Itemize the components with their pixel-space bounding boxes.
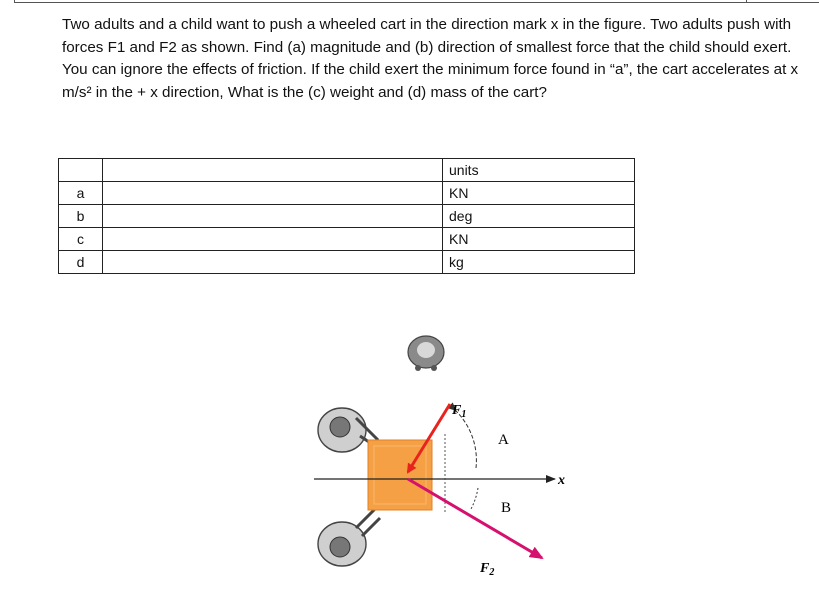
child-figure <box>408 336 444 371</box>
top-rule <box>14 2 819 3</box>
angle-b-label: B <box>501 500 512 516</box>
force-diagram <box>290 322 590 590</box>
header-letter-cell <box>59 159 103 182</box>
problem-statement: Two adults and a child want to push a wheeled cart in the direction mark x in the figure. Two adults push with forces F1 and F2 as shown. Find (a) magnitude and (b) direction of smallest force that the child should exert. You can ignore the effects of friction. If the child exert the minimum force found in “a”, the cart accelerates at x m/s² in the + x direction, What is the (c) weight and (d) mass of the cart? <box>62 16 799 101</box>
header-answer-cell <box>103 159 443 182</box>
answer-table-header-row <box>59 159 635 182</box>
row-letter: a <box>59 182 103 205</box>
row-letter: b <box>59 205 103 228</box>
top-rule-tick-right <box>746 0 747 3</box>
f1-label: $F_1$ <box>452 403 467 420</box>
adult-lower-figure <box>318 508 380 566</box>
header-unit-cell: units <box>443 159 635 182</box>
angle-a-label: A <box>498 432 509 448</box>
answer-row-d <box>59 251 635 274</box>
x-axis-label: x <box>558 473 565 488</box>
force-diagram-svg <box>290 322 590 590</box>
answer-row-c <box>59 228 635 251</box>
row-unit: kg <box>443 251 635 274</box>
row-letter: c <box>59 228 103 251</box>
f2-label: $F_2$ <box>480 561 495 578</box>
answer-input-cell-a[interactable] <box>103 182 443 205</box>
row-unit: deg <box>443 205 635 228</box>
answer-table <box>58 158 635 274</box>
answer-row-b <box>59 205 635 228</box>
angle-arc-b <box>471 488 478 509</box>
answer-input-cell-d[interactable] <box>103 251 443 274</box>
top-rule-tick-left <box>14 0 15 3</box>
row-unit: KN <box>443 182 635 205</box>
answer-input-cell-c[interactable] <box>103 228 443 251</box>
force-f2-arrow <box>408 479 542 558</box>
row-letter: d <box>59 251 103 274</box>
row-unit: KN <box>443 228 635 251</box>
answer-row-a <box>59 182 635 205</box>
answer-input-cell-b[interactable] <box>103 205 443 228</box>
